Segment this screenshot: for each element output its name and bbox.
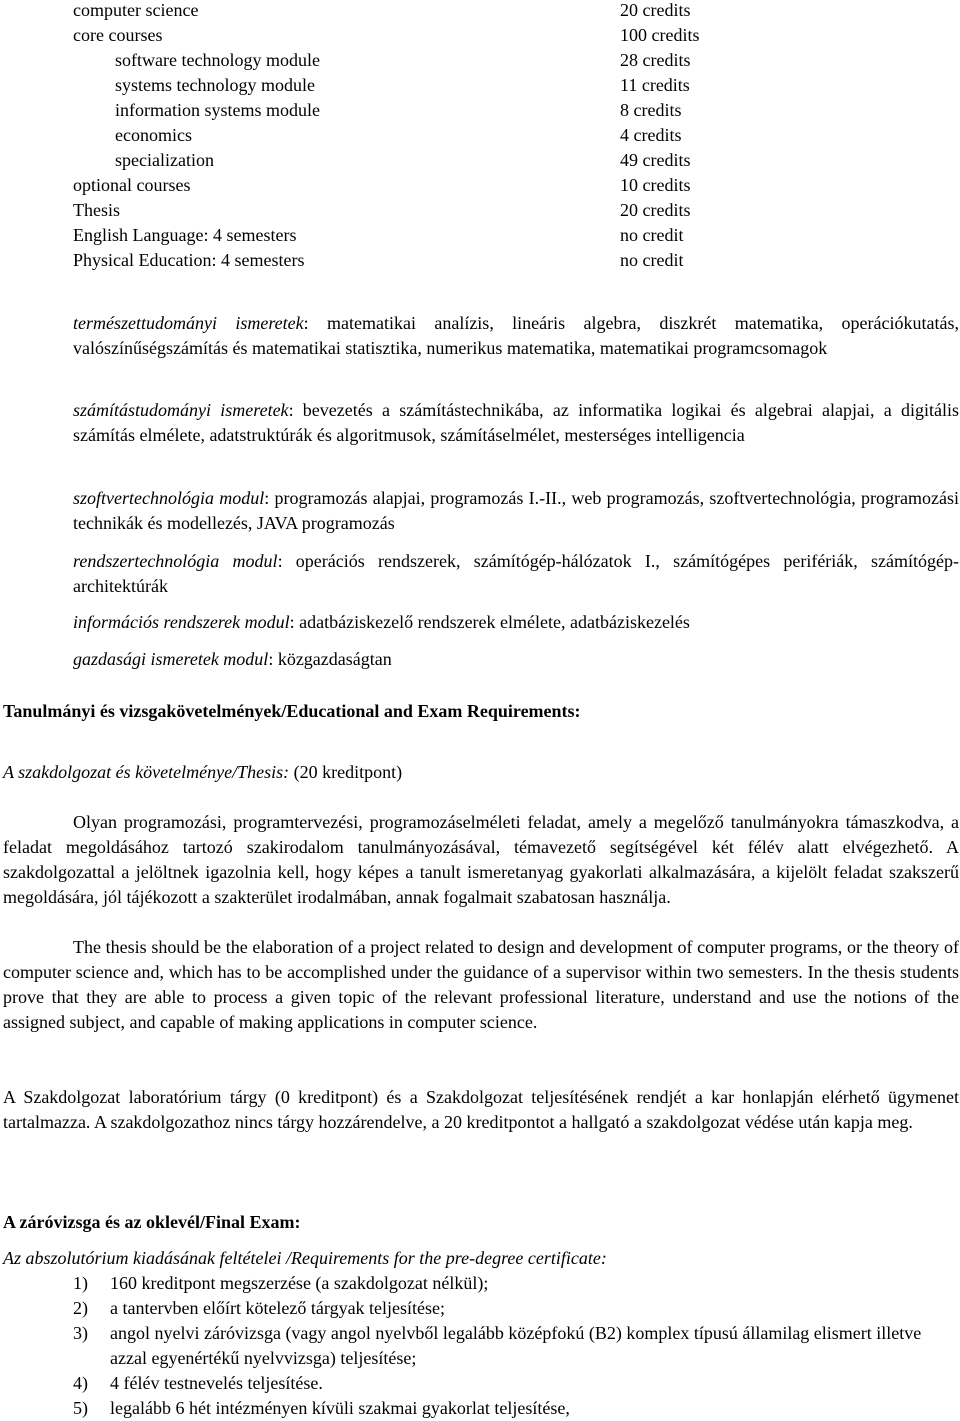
module-systems-technology <box>73 549 959 599</box>
credits-row-label: optional courses <box>73 175 191 195</box>
credits-row-value: 100 credits <box>620 25 700 45</box>
credits-row <box>0 248 960 273</box>
credits-row <box>0 198 960 223</box>
module-text: : operációs rendszerek, számítógép-hálózatok I., számítógépes perifériák, számítógép-architektúrák <box>73 551 960 596</box>
credits-row-value: 20 credits <box>620 0 691 20</box>
module-computer-science <box>73 398 959 448</box>
list-item-text: a tantervben előírt kötelező tárgyak teljesítése; <box>110 1298 446 1318</box>
list-item-number: 4) <box>73 1373 88 1393</box>
credits-row-value: 8 credits <box>620 100 682 120</box>
module-information-systems <box>73 610 959 635</box>
module-title: információs rendszerek modul <box>73 612 290 632</box>
list-item-number: 3) <box>73 1323 88 1343</box>
credits-row <box>0 48 960 73</box>
module-text: : bevezetés a számítástechnikába, az informatika logikai és algebrai alapjai, a digitális számítás elmélete, adatstruktúrák és algoritmusok, számításelmélet, mesterséges intelligencia <box>73 400 959 445</box>
module-software-technology <box>73 486 959 536</box>
thesis-credits: (20 kreditpont) <box>289 762 403 782</box>
credits-row-value: 20 credits <box>620 200 691 220</box>
thesis-paragraph-hu: Olyan programozási, programtervezési, programozáselméleti feladat, amely a megelőző tanulmányokra támaszkodva, a feladat megoldásához tartozó szakirodalom tanulmányozásával, témavezető segítségével két félév alatt elvégezhető. A szakdolgozattal a jelöltnek igazolnia kell, hogy képes a tanult ismeretanyag gyakorlati alkalmazására, a kijelölt feladat szakszerű megoldására, jól tájékozott a szakterület irodalmában, annak fogalmait szabatosan használja. <box>3 812 959 907</box>
credits-row <box>0 123 960 148</box>
credits-row <box>0 73 960 98</box>
credits-row-label: Physical Education: 4 semesters <box>73 250 305 270</box>
credits-row-label: systems technology module <box>115 75 315 95</box>
list-item-text: angol nyelvi záróvizsga (vagy angol nyelvből legalább középfokú (B2) komplex típusú államilag elismert illetve azzal egyenértékű nyelvvizsga) teljesítése; <box>110 1323 922 1368</box>
thesis-label: A szakdolgozat és követelménye/Thesis: <box>3 762 290 782</box>
list-item <box>73 1321 959 1371</box>
credits-row-value: 11 credits <box>620 75 690 95</box>
module-title: szoftvertechnológia modul <box>73 488 265 508</box>
lab-paragraph: A Szakdolgozat laboratórium tárgy (0 kreditpont) és a Szakdolgozat teljesítésének rendjét a kar honlapján elérhető ügymenet tartalmazza. A szakdolgozathoz nincs tárgy hozzárendelve, a 20 kreditpontot a hallgató a szakdolgozat védése után kapja meg. <box>3 1087 959 1132</box>
list-item <box>73 1271 959 1296</box>
list-item-text: 160 kreditpont megszerzése (a szakdolgozat nélkül); <box>110 1273 489 1293</box>
credits-row <box>0 223 960 248</box>
list-item-number: 5) <box>73 1398 88 1418</box>
module-text: : közgazdaságtan <box>268 649 392 669</box>
module-title: természettudományi ismeretek <box>73 313 304 333</box>
module-text: : adatbáziskezelő rendszerek elmélete, adatbáziskezelés <box>289 612 690 632</box>
credits-row-label: computer science <box>73 0 199 20</box>
credits-row-value: 28 credits <box>620 50 691 70</box>
absolutorium-label: Az abszolutórium kiadásának feltételei /Requirements for the pre-degree certificate: <box>3 1248 607 1268</box>
list-item-number: 1) <box>73 1273 88 1293</box>
credits-row-label: core courses <box>73 25 163 45</box>
credits-row-label: information systems module <box>115 100 320 120</box>
credits-row-value: 49 credits <box>620 150 691 170</box>
module-title: rendszertechnológia modul <box>73 551 278 571</box>
list-item <box>73 1296 959 1321</box>
credits-row <box>0 98 960 123</box>
list-item-number: 2) <box>73 1298 88 1318</box>
credits-row <box>0 23 960 48</box>
heading-requirements: Tanulmányi és vizsgakövetelmények/Educational and Exam Requirements: <box>3 701 581 721</box>
list-item-text: 4 félév testnevelés teljesítése. <box>110 1373 323 1393</box>
credits-row <box>0 173 960 198</box>
credits-row-label: English Language: 4 semesters <box>73 225 297 245</box>
thesis-heading <box>3 760 402 785</box>
credits-row-value: 10 credits <box>620 175 691 195</box>
heading-final-exam: A záróvizsga és az oklevél/Final Exam: <box>3 1212 301 1232</box>
module-text: : matematikai analízis, lineáris algebra, diszkrét matematika, operációkutatás, valószínűségszámítás és matematikai statisztika, numerikus matematika, matematikai programcsomagok <box>73 313 959 358</box>
credits-row-label: economics <box>115 125 192 145</box>
module-title: gazdasági ismeretek modul <box>73 649 269 669</box>
module-title: számítástudományi ismeretek <box>73 400 289 420</box>
list-item-text: legalább 6 hét intézményen kívüli szakmai gyakorlat teljesítése, <box>110 1398 570 1418</box>
module-text: : programozás alapjai, programozás I.-II., web programozás, szoftvertechnológia, programozási technikák és modellezés, JAVA programozás <box>73 488 959 533</box>
credits-row <box>0 0 960 23</box>
list-item <box>73 1371 959 1396</box>
credits-row-label: Thesis <box>73 200 120 220</box>
list-item <box>73 1396 959 1421</box>
module-natural-sciences <box>73 311 959 361</box>
credits-row <box>0 148 960 173</box>
credits-row-label: software technology module <box>115 50 320 70</box>
credits-row-label: specialization <box>115 150 214 170</box>
module-economics <box>73 647 959 672</box>
thesis-paragraph-en: The thesis should be the elaboration of a project related to design and development of computer programs, or the theory of computer science and, which has to be accomplished under the guidance of a supervisor within two semesters. In the thesis students prove that they are able to process a given topic of the relevant professional literature, understand and use the notions of the assigned subject, and capable of making applications in computer science. <box>3 937 959 1032</box>
credits-row-value: no credit <box>620 225 684 245</box>
requirements-list <box>73 1271 959 1421</box>
credits-row-value: 4 credits <box>620 125 682 145</box>
credits-row-value: no credit <box>620 250 684 270</box>
